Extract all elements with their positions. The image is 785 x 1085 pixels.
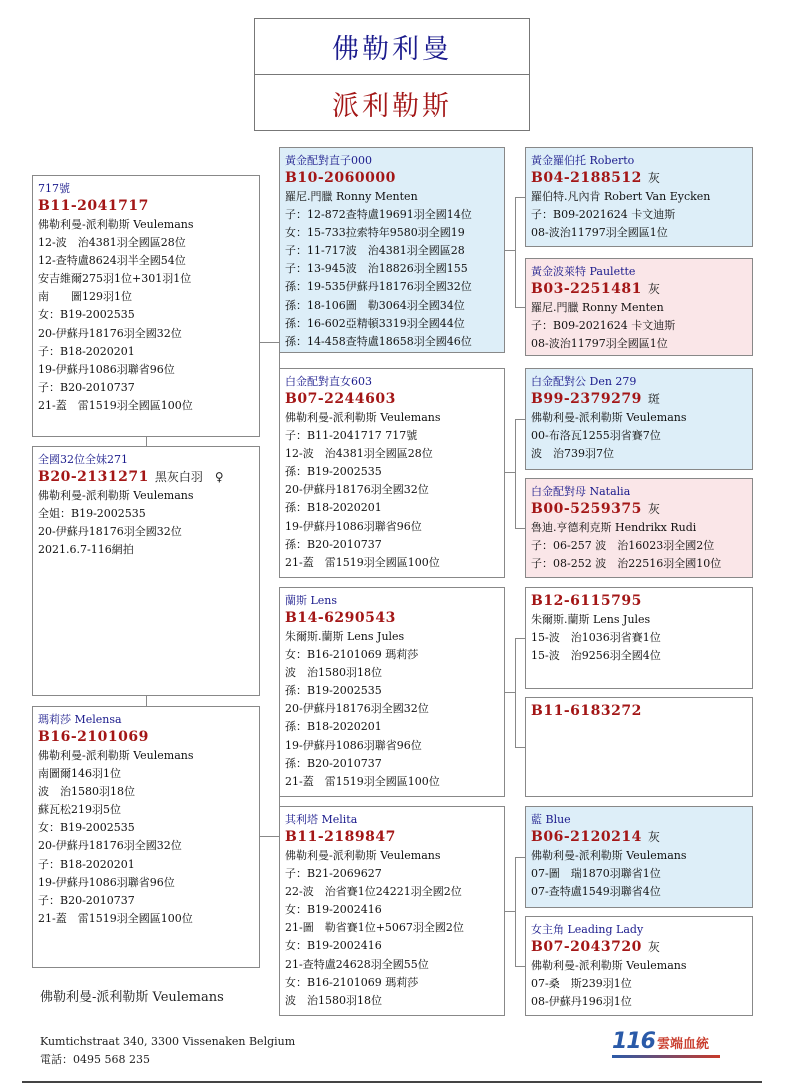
pigeon-name: 藍 Blue: [531, 813, 571, 826]
pigeon-card-dam-dam: [279, 806, 505, 1016]
ring-number: B07-2244603: [285, 391, 396, 407]
connector: [515, 419, 525, 420]
pedigree-line: 朱爾斯.蘭斯 Lens Jules: [285, 630, 405, 643]
ring-number: B06-2120214: [531, 829, 642, 845]
pedigree-line: 15-波 治1036羽省賽1位: [531, 631, 661, 645]
pedigree-line: 羅伯特.凡內肯 Robert Van Eycken: [531, 190, 711, 203]
logo-number: 116: [612, 1029, 655, 1054]
pedigree-line: 07-圖 瑞1870羽聯省1位: [531, 867, 661, 881]
pedigree-line: 南圖爾146羽1位: [38, 767, 121, 781]
pedigree-line: 魯迪.亨德利克斯 Hendrikx Rudi: [531, 521, 697, 534]
color-sex: 斑: [647, 392, 660, 406]
pedigree-line: 佛勒利曼-派利勒斯 Veulemans: [531, 411, 687, 424]
pedigree-line: 07-查特盧1549羽聯省4位: [531, 885, 661, 899]
pigeon-name: 黃金波萊特 Paulette: [531, 265, 636, 278]
pedigree-line: 20-伊蘇丹18176羽全國32位: [38, 326, 182, 340]
ring-number-row: [531, 169, 747, 188]
pedigree-line: 女：B19-2002535: [38, 308, 135, 322]
pigeon-card-dd-sire: [525, 806, 753, 908]
ring-number: B11-2041717: [38, 198, 149, 214]
pigeon-name: 白金配對母 Natalia: [531, 485, 631, 498]
pedigree-line: 波 治1580羽18位: [38, 785, 135, 799]
pedigree-line: 21-蓋 雷1519羽全國區100位: [285, 555, 440, 569]
pedigree-line: 19-伊蘇丹1086羽聯省96位: [285, 738, 422, 752]
phone: 電話：0495 568 235: [40, 1053, 150, 1066]
pedigree-line: 子：B18-2020201: [38, 344, 135, 358]
connector: [505, 472, 515, 473]
pedigree-line: 孫：19-535伊蘇丹18176羽全國32位: [285, 280, 472, 294]
color-sex: 黑灰白羽 ♀: [154, 470, 224, 484]
pedigree-line: 孫：B19-2002535: [285, 465, 382, 479]
ring-number-row: [285, 609, 499, 628]
connector: [515, 419, 516, 528]
pedigree-line: 子：13-945波 治18826羽全國155: [285, 262, 468, 276]
color-sex: 灰: [647, 171, 660, 185]
pedigree-line: 子：B20-2010737: [38, 893, 135, 907]
color-sex: 灰: [647, 940, 660, 954]
connector: [146, 696, 147, 706]
pigeon-card-sd-dam: [525, 478, 753, 578]
pedigree-line: 孫：B20-2010737: [285, 537, 382, 551]
pigeon-name: 蘭斯 Lens: [285, 594, 338, 607]
ring-number-row: [285, 169, 499, 188]
pedigree-line: 子：06-257 波 治16023羽全國2位: [531, 539, 715, 553]
ring-number-row: [38, 468, 254, 487]
ring-number: B11-2189847: [285, 829, 396, 845]
pigeon-name: 黃金配對直子000: [285, 154, 372, 167]
pedigree-line: 子：B18-2020201: [38, 857, 135, 871]
pedigree-line: 子：B09-2021624 卡文迪斯: [531, 319, 676, 333]
pedigree-line: 20-伊蘇丹18176羽全國32位: [285, 702, 429, 716]
pedigree-line: 羅尼.門臘 Ronny Menten: [531, 301, 664, 314]
pedigree-line: 19-伊蘇丹1086羽聯省96位: [38, 875, 175, 889]
pedigree-line: 蘇瓦松219羽5位: [38, 803, 121, 817]
pedigree-line: 女：B19-2002416: [285, 903, 382, 917]
pedigree-line: 孫：14-458查特盧18658羽全國46位: [285, 334, 472, 348]
ring-number-row: [531, 828, 747, 847]
pigeon-name: 717號: [38, 182, 70, 195]
pedigree-line: 21-蓋 雷1519羽全國區100位: [38, 398, 193, 412]
ring-number: B12-6115795: [531, 593, 642, 609]
pigeon-card-sd-sire: [525, 368, 753, 470]
pedigree-line: 女：B16-2101069 瑪莉莎: [285, 975, 419, 989]
pedigree-line: 子：B09-2021624 卡文迪斯: [531, 208, 676, 222]
ring-number-row: [38, 197, 254, 216]
connector: [279, 692, 280, 912]
pedigree-line: 20-伊蘇丹18176羽全國32位: [285, 483, 429, 497]
pigeon-card-dam-sire: [279, 587, 505, 797]
logo-text: 雲端血統: [656, 1037, 709, 1052]
pedigree-line: 佛勒利曼-派利勒斯 Veulemans: [38, 218, 194, 231]
pedigree-line: 安吉維爾275羽1位+301羽1位: [38, 272, 192, 286]
connector: [515, 197, 516, 307]
logo: [612, 1031, 709, 1053]
pedigree-line: 21-圖 勒省賽1位+5067羽全國2位: [285, 921, 464, 935]
pedigree-line: 2021.6.7-116網拍: [38, 543, 134, 557]
pigeon-card-sire: [279, 147, 505, 353]
pedigree-line: 南 圖129羽1位: [38, 290, 132, 304]
pedigree-line: 00-布洛瓦1255羽省賽7位: [531, 429, 661, 443]
ring-number: B14-6290543: [285, 610, 396, 626]
pigeon-name: 黃金羅伯托 Roberto: [531, 154, 635, 167]
pedigree-line: 波 治1580羽18位: [285, 993, 382, 1007]
connector: [505, 250, 515, 251]
breeder-name: 佛勒利曼-派利勒斯 Veulemans: [40, 990, 224, 1005]
ring-number-row: [531, 938, 747, 957]
pedigree-line: 08-伊蘇丹196羽1位: [531, 995, 632, 1009]
pedigree-line: 20-伊蘇丹18176羽全國32位: [38, 525, 182, 539]
pedigree-line: 羅尼.門臘 Ronny Menten: [285, 190, 418, 203]
connector: [505, 911, 515, 912]
pedigree-line: 19-伊蘇丹1086羽聯省96位: [38, 362, 175, 376]
connector: [515, 857, 516, 966]
pedigree-line: 女：B19-2002416: [285, 939, 382, 953]
connector: [515, 857, 525, 858]
connector: [515, 197, 525, 198]
pedigree-line: 朱爾斯.蘭斯 Lens Jules: [531, 613, 651, 626]
connector: [260, 342, 279, 343]
logo-underline: [612, 1055, 720, 1058]
pedigree-line: 孫：B18-2020201: [285, 501, 382, 515]
ring-number: B20-2131271: [38, 469, 149, 485]
ring-number: B04-2188512: [531, 170, 642, 186]
ring-number: B07-2043720: [531, 939, 642, 955]
connector: [515, 638, 516, 747]
address: Kumtichstraat 340, 3300 Vissenaken Belgium: [40, 1035, 296, 1048]
ring-number: B03-2251481: [531, 281, 642, 297]
connector: [515, 966, 525, 967]
breeder-title-2: 派利勒斯: [332, 90, 452, 122]
pedigree-line: 佛勒利曼-派利勒斯 Veulemans: [285, 849, 441, 862]
pedigree-line: 佛勒利曼-派利勒斯 Veulemans: [285, 411, 441, 424]
pigeon-name: 瑪莉莎 Melensa: [38, 713, 122, 726]
pedigree-line: 波 治739羽7位: [531, 447, 614, 461]
pedigree-line: 孫：18-106圖 勒3064羽全國34位: [285, 298, 465, 312]
pigeon-card-ds-dam: [525, 697, 753, 797]
pedigree-line: 19-伊蘇丹1086羽聯省96位: [285, 519, 422, 533]
pedigree-line: 15-波 治9256羽全國4位: [531, 649, 661, 663]
ring-number: B16-2101069: [38, 729, 149, 745]
pedigree-line: 全姐：B19-2002535: [38, 507, 146, 521]
pedigree-line: 子：B21-2069627: [285, 867, 382, 881]
pigeon-card-dd-dam: [525, 916, 753, 1016]
pedigree-line: 22-波 治省賽1位24221羽全國2位: [285, 885, 462, 899]
pedigree-line: 12-查特盧8624羽半全國54位: [38, 254, 186, 268]
connector: [515, 638, 525, 639]
pedigree-line: 孫：16-602亞精頓3319羽全國44位: [285, 316, 465, 330]
ring-number-row: [38, 728, 254, 747]
pigeon-name: 其利塔 Melita: [285, 813, 358, 826]
pedigree-line: 孫：B19-2002535: [285, 684, 382, 698]
pedigree-line: 子：B20-2010737: [38, 380, 135, 394]
breeder-title-1: 佛勒利曼: [255, 19, 529, 75]
pedigree-line: 21-查特盧24628羽全國55位: [285, 957, 429, 971]
pedigree-line: 子：11-717波 治4381羽全國區28: [285, 244, 465, 258]
connector: [505, 692, 515, 693]
pedigree-line: 12-波 治4381羽全國區28位: [38, 236, 186, 250]
ring-number: B10-2060000: [285, 170, 396, 186]
ring-number-row: [285, 390, 499, 409]
pedigree-line: 波 治1580羽18位: [285, 666, 382, 680]
pedigree-line: 佛勒利曼-派利勒斯 Veulemans: [531, 849, 687, 862]
connector: [260, 836, 279, 837]
ring-number-row: [531, 702, 747, 721]
pedigree-line: 女：15-733拉索特年9580羽全國19: [285, 226, 465, 240]
ring-number: B00-5259375: [531, 501, 642, 517]
pedigree-line: 子：B11-2041717 717號: [285, 429, 418, 443]
pedigree-line: 12-波 治4381羽全國區28位: [285, 447, 433, 461]
ring-number-row: [531, 500, 747, 519]
pigeon-card-dam-main: [32, 706, 260, 968]
page-bottom-rule: [22, 1081, 762, 1083]
pedigree-line: 08-波治11797羽全國區1位: [531, 337, 668, 351]
pedigree-line: 21-蓋 雷1519羽全國區100位: [285, 774, 440, 788]
pedigree-line: 佛勒利曼-派利勒斯 Veulemans: [38, 489, 194, 502]
pigeon-card-ss-sire: [525, 147, 753, 247]
pedigree-line: 佛勒利曼-派利勒斯 Veulemans: [38, 749, 194, 762]
pigeon-name: 白金配對直女603: [285, 375, 372, 388]
pigeon-card-ds-sire: [525, 587, 753, 689]
ring-number-row: [285, 828, 499, 847]
pedigree-line: 子：08-252 波 治22516羽全國10位: [531, 557, 722, 571]
pigeon-card-subject: [32, 175, 260, 437]
title-box: [254, 18, 530, 131]
pedigree-line: 女：B16-2101069 瑪莉莎: [285, 648, 419, 662]
color-sex: 灰: [647, 830, 660, 844]
pedigree-line: 子：12-872查特盧19691羽全國14位: [285, 208, 472, 222]
connector: [146, 437, 147, 446]
pedigree-line: 21-蓋 雷1519羽全國區100位: [38, 911, 193, 925]
pedigree-line: 20-伊蘇丹18176羽全國32位: [38, 839, 182, 853]
pigeon-name: 全國32位全妹271: [38, 453, 128, 466]
pigeon-card-ss-dam: [525, 258, 753, 356]
pigeon-name: 白金配對公 Den 279: [531, 375, 637, 388]
connector: [279, 250, 280, 472]
color-sex: 灰: [647, 282, 660, 296]
pedigree-line: 佛勒利曼-派利勒斯 Veulemans: [531, 959, 687, 972]
connector: [515, 747, 525, 748]
pedigree-line: 07-桑 斯239羽1位: [531, 977, 632, 991]
connector: [515, 307, 525, 308]
pigeon-name: 女主角 Leading Lady: [531, 923, 644, 936]
pedigree-line: 女：B19-2002535: [38, 821, 135, 835]
pigeon-card-sibling: [32, 446, 260, 696]
ring-number-row: [531, 390, 747, 409]
contact-info: [40, 1033, 295, 1069]
pigeon-card-sire-dam: [279, 368, 505, 578]
connector: [515, 528, 525, 529]
pedigree-line: 08-波治11797羽全國區1位: [531, 226, 668, 240]
ring-number-row: [531, 592, 747, 611]
color-sex: 灰: [647, 502, 660, 516]
pedigree-line: 孫：B20-2010737: [285, 756, 382, 770]
ring-number: B11-6183272: [531, 703, 642, 719]
pedigree-line: 孫：B18-2020201: [285, 720, 382, 734]
ring-number-row: [531, 280, 747, 299]
ring-number: B99-2379279: [531, 391, 642, 407]
